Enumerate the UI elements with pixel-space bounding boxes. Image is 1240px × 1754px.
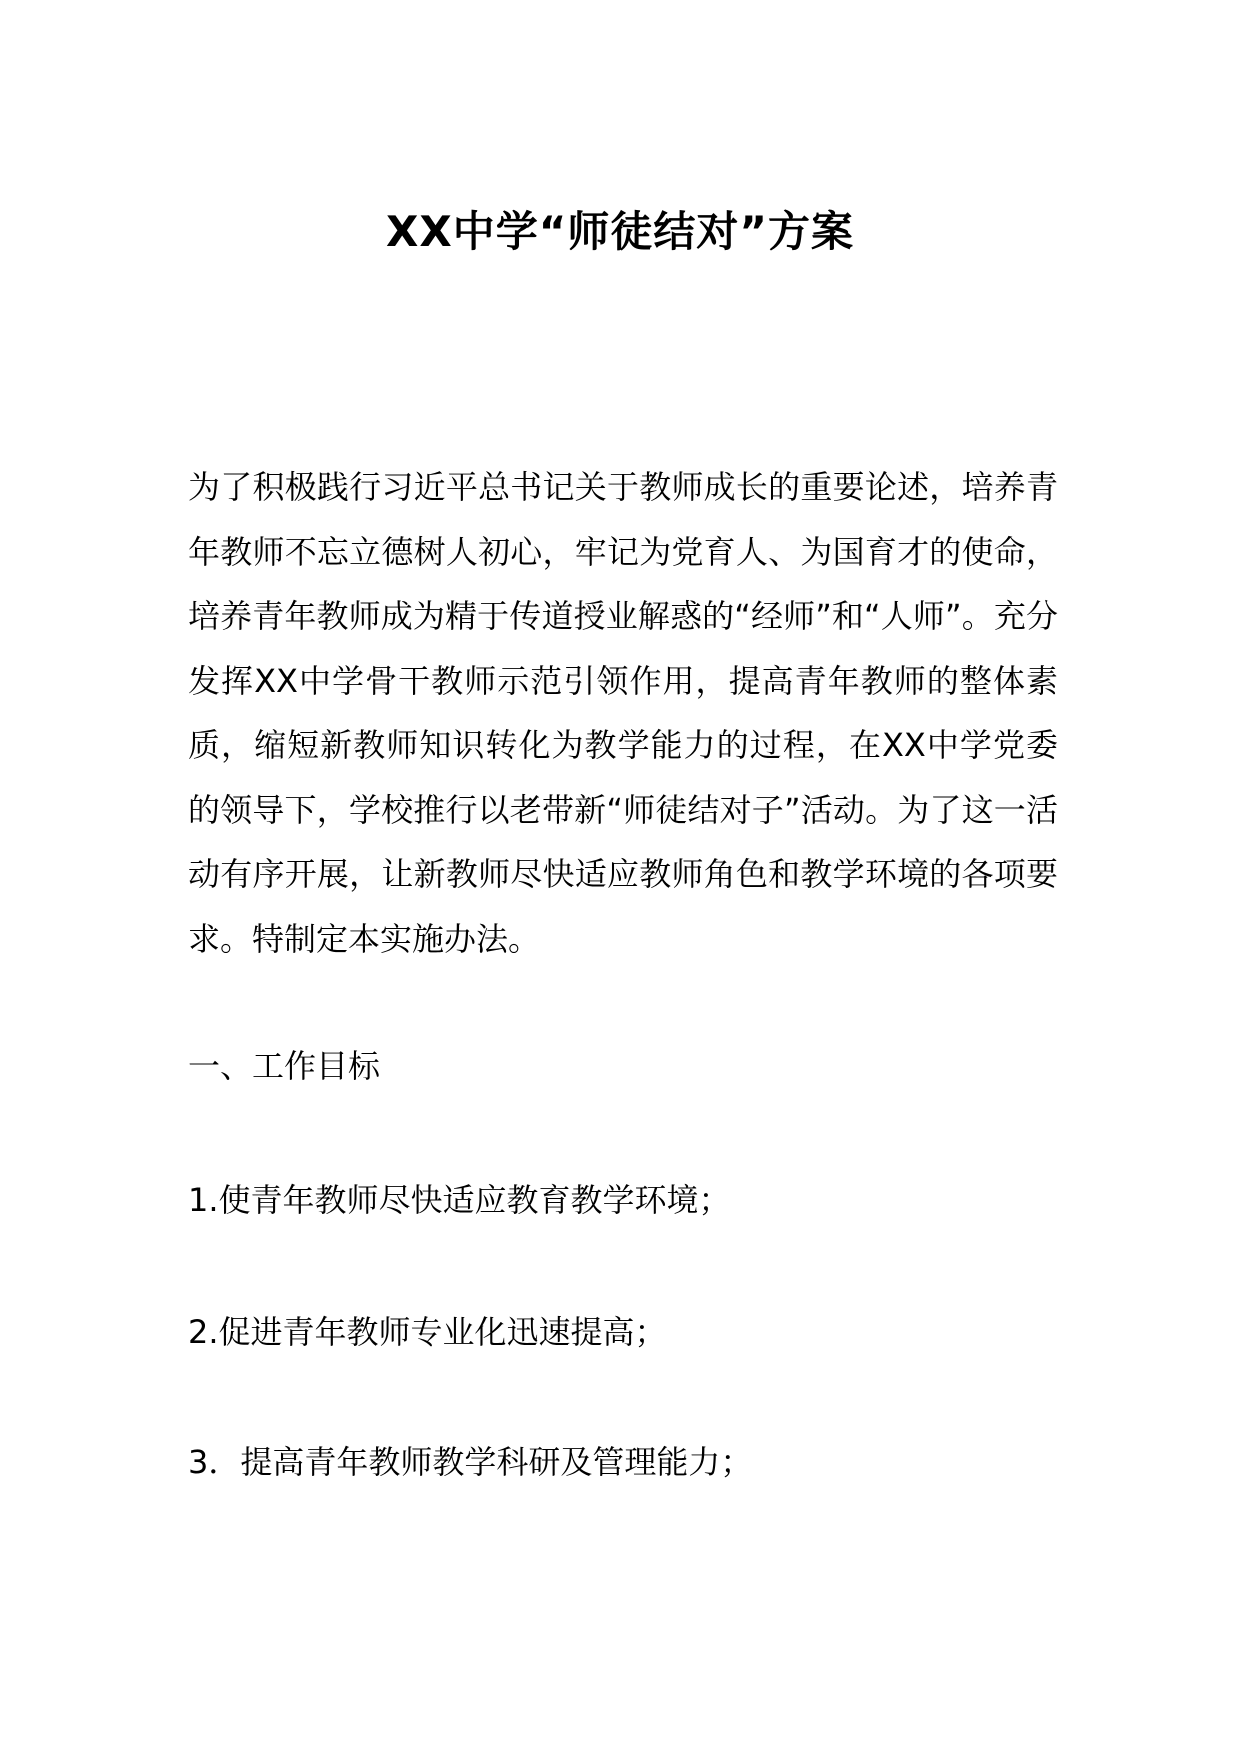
goal-item-1: 1.使青年教师尽快适应教育教学环境； bbox=[188, 1181, 731, 1219]
section-heading: 一、工作目标 bbox=[188, 1047, 381, 1085]
goal-item-3: 3．提高青年教师教学科研及管理能力； bbox=[188, 1443, 753, 1481]
intro-paragraph: 为了积极践行习近平总书记关于教师成长的重要论述，培养青年教师不忘立德树人初心，牢记为党育人、为国育才的使命，培养青年教师成为精于传道授业解惑的“经师”和“人师”。充分发挥XX中学骨干教师示范引领作用，提高青年教师的整体素质，缩短新教师知识转化为教学能力的过程，在XX中学党委的领导下，学校推行以老带新“师徒结对子”活动。为了这一活动有序开展，让新教师尽快适应教师角色和教学环境的各项要求。特制定本实施办法。 bbox=[188, 468, 1058, 958]
goal-item-2: 2.促进青年教师专业化迅速提高； bbox=[188, 1313, 667, 1351]
document-title: XX中学“师徒结对”方案 bbox=[386, 207, 854, 256]
